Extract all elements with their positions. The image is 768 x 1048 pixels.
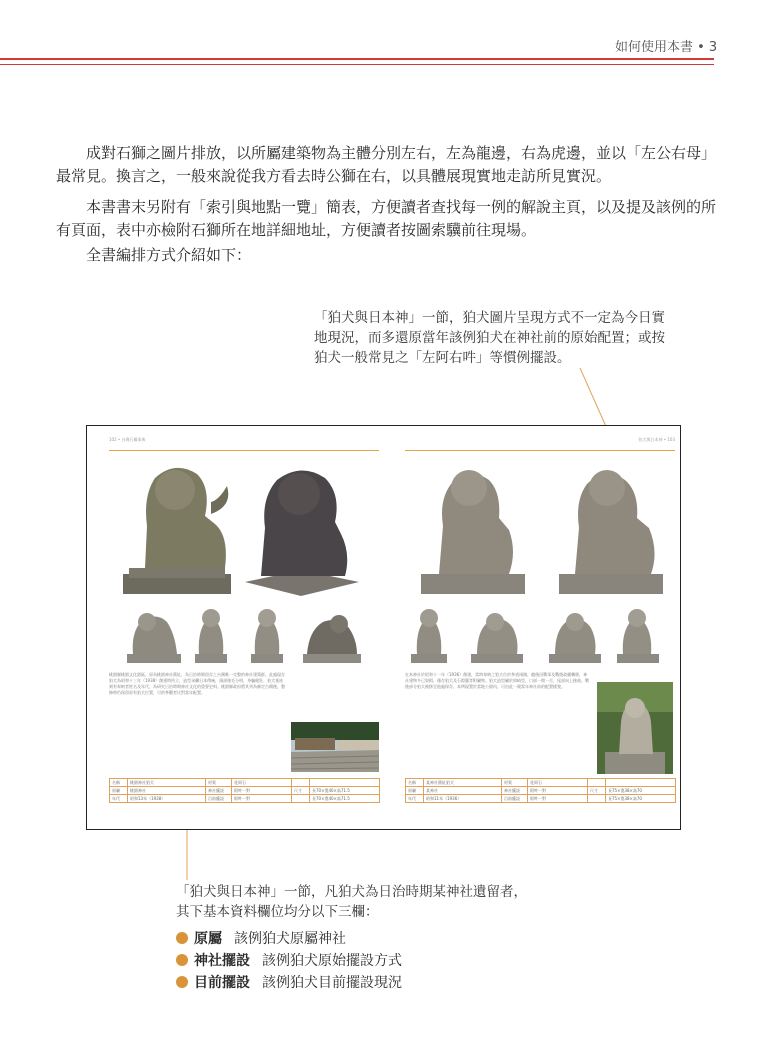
callout-top-line-2: 地現況，而多還原當年該例狛犬在神社前的原始配置；或按: [314, 330, 665, 346]
stone-lion-large-right: [551, 456, 671, 598]
table-cell: 目前擺設: [502, 795, 528, 803]
table-cell: [292, 795, 310, 803]
stone-lion-large-right: [241, 458, 361, 600]
bullet-dot-icon: [176, 954, 188, 966]
stone-lion-large-left: [413, 456, 533, 598]
table-cell: [292, 779, 310, 787]
table-cell: 花崗石: [528, 779, 588, 787]
field-key: 原屬: [194, 931, 222, 947]
field-desc: 該例狛犬目前擺設現況: [262, 975, 402, 991]
field-key: 目前擺設: [194, 975, 250, 991]
right-page: [405, 426, 675, 829]
stone-lion-small-2: [467, 604, 527, 666]
table-row: [406, 779, 676, 787]
right-page-rule: [405, 450, 675, 451]
table-cell: 昭和11年（1936）: [424, 795, 502, 803]
table-cell: 阿吽一對: [528, 787, 588, 795]
table-cell: 長70×寬40×高71.5: [310, 795, 380, 803]
field-item-current-arrangement: [176, 972, 402, 994]
left-page: [109, 426, 379, 829]
field-item-original-shrine: [176, 928, 346, 950]
left-page-info-table: [109, 778, 380, 803]
right-page-header: 狛犬與日本神 • 103: [638, 437, 675, 442]
table-cell: 長75×寬38×高70: [606, 787, 676, 795]
right-page-info-table: [405, 778, 676, 803]
table-cell: [310, 779, 380, 787]
table-cell: 尺寸: [292, 787, 310, 795]
table-cell: 某神社舊址狛犬: [424, 779, 502, 787]
table-row: [406, 787, 676, 795]
header-rule-thin: [0, 64, 714, 65]
table-cell: 年代: [406, 795, 424, 803]
running-head: 如何使用本書 • 3: [615, 40, 718, 55]
field-desc: 該例狛犬原始擺設方式: [262, 953, 402, 969]
table-cell: 名稱: [406, 779, 424, 787]
table-row: [110, 795, 380, 803]
callout-top-line-1: 「狛犬與日本神」一節，狛犬圖片呈現方式不一定為今日實: [314, 310, 665, 326]
shrine-lion-photo: [597, 682, 673, 774]
table-cell: 長75×寬38×高70: [606, 795, 676, 803]
table-cell: 阿吽一對: [528, 795, 588, 803]
table-row: [110, 779, 380, 787]
temple-photo: [291, 722, 379, 772]
table-cell: 昭和13年（1938）: [128, 795, 206, 803]
stone-lion-small-3: [247, 604, 287, 666]
callout-bottom: [176, 882, 616, 922]
table-cell: 神社擺設: [206, 787, 232, 795]
book-spread-sample: [86, 425, 681, 830]
table-cell: 原屬: [406, 787, 424, 795]
body-paragraph-3: 全書編排方式介紹如下：: [56, 246, 252, 264]
field-desc: 該例狛犬原屬神社: [234, 931, 346, 947]
stone-lion-small-4: [299, 604, 365, 666]
table-cell: [606, 779, 676, 787]
table-cell: [588, 795, 606, 803]
table-cell: 年代: [110, 795, 128, 803]
callout-top: [314, 308, 724, 368]
bullet-dot-icon: [176, 932, 188, 944]
table-cell: 目前擺設: [206, 795, 232, 803]
table-cell: 花崗石: [232, 779, 292, 787]
callout-bottom-line-2: 其下基本資料欄位均分以下三欄：: [176, 904, 379, 920]
body-paragraph-1: 成對石獅之圖片排放，以所屬建築物為主體分別左右，左為龍邊，右為虎邊，並以「左公右母」最常見。換言之，一般來說從我方看去時公獅在右，以具體展現實地走訪所見實況。: [56, 144, 717, 185]
left-page-body-text: 桃園縣桃園文化園區，原為桃園神社舊址，為日治時期留存之台灣唯一完整的神社建築群。此處現存狛犬為昭和十三年（1938）創建時所立，造型承繼日本傳統，頭部捲毛分明，身軀健壯。狛犬基座刻有奉納者姓名及年代，為研究日治時期神社文化的重要史料。桃園縣政府將其列為縣定古蹟後，整修時仍保留原有狛犬位置，可供參觀者比對當年配置。: [109, 672, 285, 695]
left-page-header: 102 • 台灣石獅事典: [109, 437, 146, 442]
table-row: [110, 787, 380, 795]
stone-lion-small-1: [123, 604, 185, 666]
stone-lion-small-4: [613, 604, 663, 666]
table-cell: [588, 779, 606, 787]
callout-bottom-line-1: 「狛犬與日本神」一節，凡狛犬為日治時期某神社遺留者，: [176, 884, 527, 900]
field-key: 神社擺設: [194, 953, 250, 969]
table-cell: 長70×寬40×高71.5: [310, 787, 380, 795]
table-cell: 材質: [206, 779, 232, 787]
body-paragraph-2: 本書書末另附有「索引與地點一覽」簡表，方便讀者查找每一例的解說主頁，以及提及該例的所有頁面，表中亦檢附石獅所在地詳細地址，方便讀者按圖索驥前往現場。: [56, 198, 717, 239]
table-row: [406, 795, 676, 803]
table-cell: 材質: [502, 779, 528, 787]
stone-lion-small-2: [191, 604, 231, 666]
table-cell: 阿吽一對: [232, 795, 292, 803]
table-cell: 神社擺設: [502, 787, 528, 795]
table-cell: 名稱: [110, 779, 128, 787]
table-cell: 尺寸: [588, 787, 606, 795]
table-cell: 原屬: [110, 787, 128, 795]
table-cell: 某神社: [424, 787, 502, 795]
field-item-shrine-arrangement: [176, 950, 402, 972]
bullet-dot-icon: [176, 976, 188, 988]
stone-lion-large-left: [115, 456, 235, 598]
stone-lion-small-1: [409, 604, 449, 666]
table-cell: 桃園神社狛犬: [128, 779, 206, 787]
table-cell: 桃園神社: [128, 787, 206, 795]
callout-top-line-3: 狛犬一般常見之「左阿右吽」等慣例擺設。: [314, 350, 571, 366]
table-cell: 阿吽一對: [232, 787, 292, 795]
right-page-body-text: 在本神社於昭和十一年（1936）創建，當時奉納之狛犬位於參道兩側，隨後因戰事及戰後政權轉移，神社建物多已毀損，僅存狛犬及石燈籠等附屬物。狛犬造型屬於岡崎型，口部一開一合，尾部向上捲曲。戰後部分狛犬被移至他處保存，本例現置於當地公園內，可由此一窺當年神社前的配置樣貌。: [405, 672, 589, 689]
stone-lion-small-3: [545, 604, 605, 666]
left-page-rule: [109, 450, 379, 451]
header-rule-thick: [0, 58, 714, 60]
